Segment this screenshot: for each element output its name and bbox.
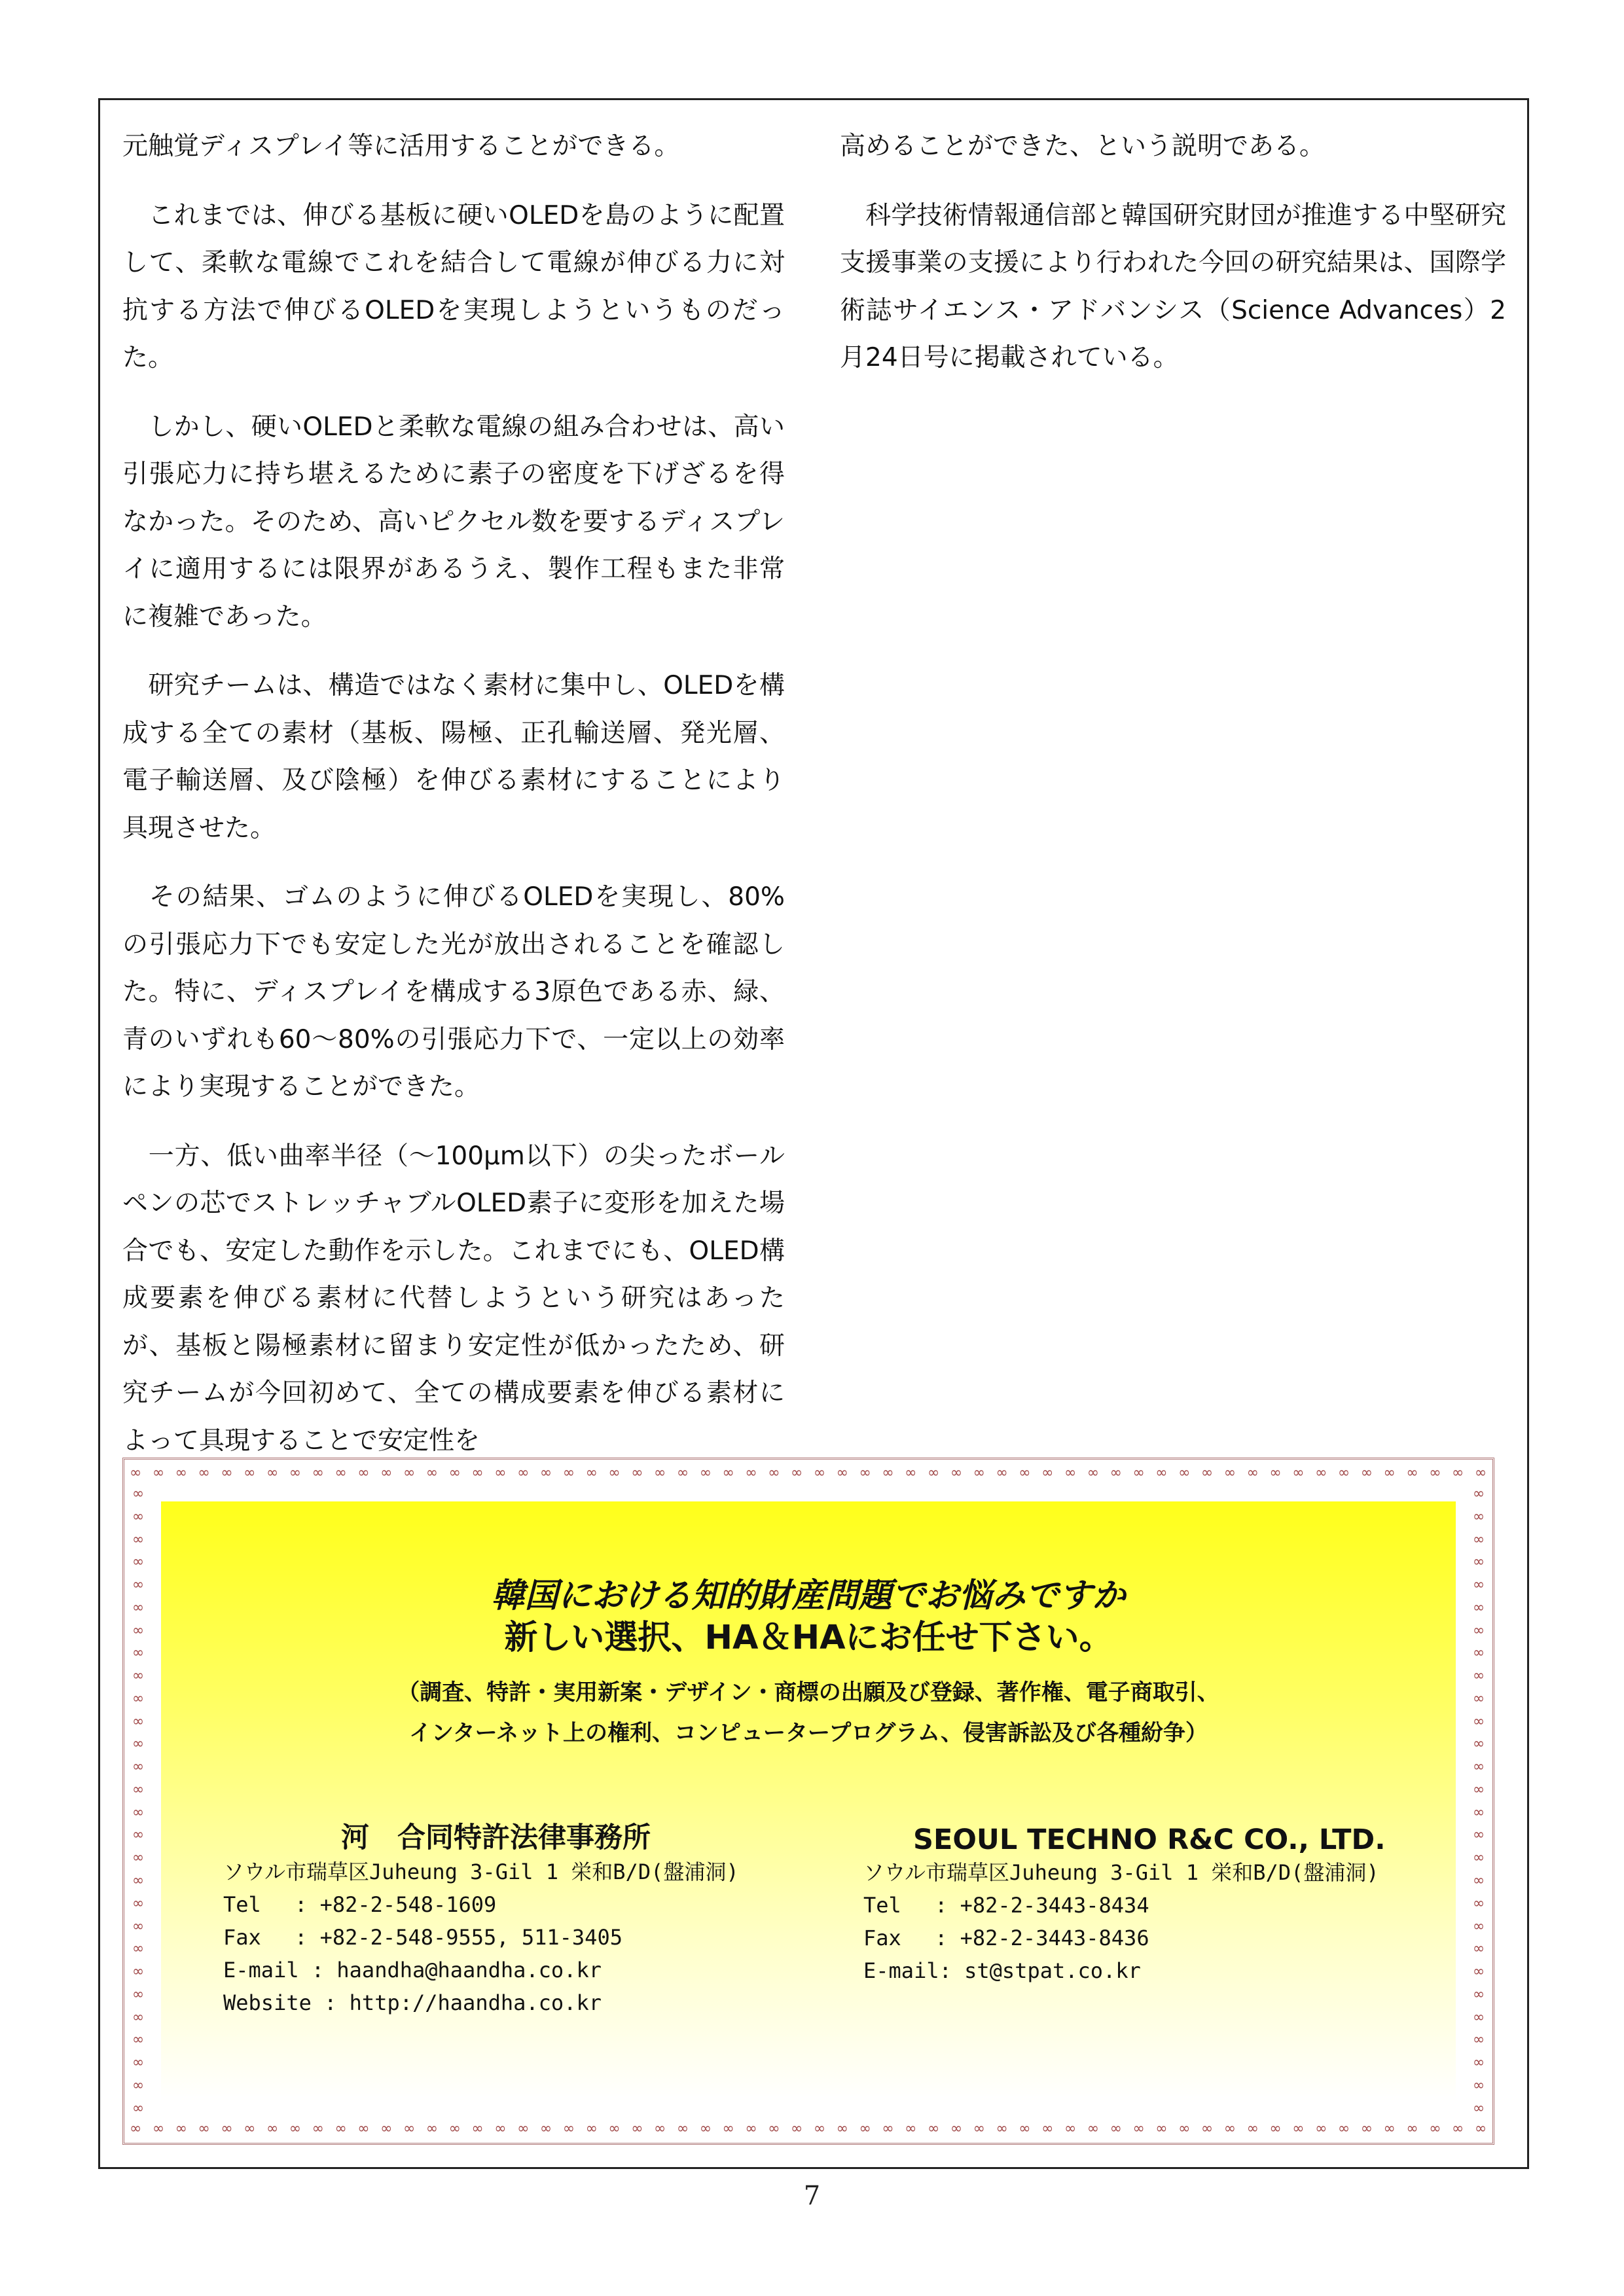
- firm-name: 河 合同特許法律事務所: [341, 1821, 651, 1854]
- ad-services-line-2: インターネット上の権利、コンピュータープログラム、侵害訴訟及び各種紛争）: [409, 1720, 1208, 1746]
- article-paragraph: 科学技術情報通信部と韓国研究財団が推進する中堅研究支援事業の支援により行われた今回の研究結果は、国際学術誌サイエンス・アドバンシス（Science Advances）2月24日号に掲載されている。: [840, 200, 1506, 372]
- advertisement-panel: [161, 1501, 1456, 2101]
- firm-left-contact: [223, 1816, 812, 2019]
- firm-email[interactable]: E-mail : haandha@haandha.co.kr: [223, 1958, 602, 1982]
- article-paragraph: 研究チームは、構造ではなく素材に集中し、OLEDを構成する全ての素材（基板、陽極、正孔輸送層、発光層、電子輸送層、及び陰極）を伸びる素材にすることにより具現させた。: [122, 671, 785, 843]
- article-right-column: [840, 123, 1506, 404]
- firm-fax: Fax : +82-2-548-9555, 511-3405: [223, 1925, 623, 1950]
- firm-name: SEOUL TECHNO R&C CO., LTD.: [913, 1823, 1386, 1856]
- ornament-border-top: ∞ ∞ ∞ ∞ ∞ ∞ ∞ ∞ ∞ ∞ ∞ ∞ ∞ ∞ ∞ ∞ ∞ ∞ ∞ ∞ ∞ ∞ ∞ ∞ ∞ ∞ ∞ ∞ ∞ ∞ ∞ ∞ ∞ ∞ ∞ ∞ ∞ ∞ ∞ ∞ ∞ ∞ ∞ ∞ ∞ ∞ ∞ ∞ ∞ ∞ ∞ ∞ ∞ ∞ ∞ ∞ ∞ ∞ ∞ ∞: [130, 1465, 1487, 1481]
- ornament-border-right: ∞ ∞ ∞ ∞ ∞ ∞ ∞ ∞ ∞ ∞ ∞ ∞ ∞ ∞ ∞ ∞ ∞ ∞ ∞ ∞ ∞ ∞ ∞ ∞ ∞ ∞ ∞ ∞: [1472, 1486, 1485, 2117]
- page-number: 7: [803, 2181, 821, 2211]
- article-paragraph: 高めることができた、という説明である。: [840, 132, 1326, 161]
- ad-headline: 韓国における知的財産問題でお悩みですか: [491, 1577, 1126, 1615]
- article-left-column: [122, 123, 785, 1486]
- firm-tel: Tel : +82-2-548-1609: [223, 1892, 497, 1917]
- firm-tel: Tel : +82-2-3443-8434: [863, 1893, 1149, 1918]
- firm-website[interactable]: Website : http://haandha.co.kr: [223, 1990, 602, 2015]
- article-paragraph: 一方、低い曲率半径（～100μm以下）の尖ったボールペンの芯でストレッチャブルOLED素子に変形を加えた場合でも、安定した動作を示した。これまでにも、OLED構成要素を伸びる素材に代替しようという研究はあったが、基板と陽極素材に留まり安定性が低かったため、研究チームが今回初めて、全ての構成要素を伸びる素材によって具現することで安定性を: [122, 1141, 785, 1456]
- firm-right-contact: [863, 1823, 1453, 1987]
- firm-address: ソウル市瑞草区Juheung 3-Gil 1 栄和B/D(盤浦洞): [863, 1860, 1379, 1885]
- advertisement-box: [122, 1458, 1494, 2145]
- firm-fax: Fax : +82-2-3443-8436: [863, 1926, 1149, 1950]
- ad-services-line-1: （調査、特許・実用新案・デザイン・商標の出願及び登録、著作権、電子商取引、: [397, 1679, 1219, 1706]
- firm-address: ソウル市瑞草区Juheung 3-Gil 1 栄和B/D(盤浦洞): [223, 1859, 739, 1884]
- article-paragraph: これまでは、伸びる基板に硬いOLEDを島のように配置して、柔軟な電線でこれを結合して電線が伸びる力に対抗する方法で伸びるOLEDを実現しようというものだった。: [122, 200, 785, 372]
- ornament-border-bottom: ∞ ∞ ∞ ∞ ∞ ∞ ∞ ∞ ∞ ∞ ∞ ∞ ∞ ∞ ∞ ∞ ∞ ∞ ∞ ∞ ∞ ∞ ∞ ∞ ∞ ∞ ∞ ∞ ∞ ∞ ∞ ∞ ∞ ∞ ∞ ∞ ∞ ∞ ∞ ∞ ∞ ∞ ∞ ∞ ∞ ∞ ∞ ∞ ∞ ∞ ∞ ∞ ∞ ∞ ∞ ∞ ∞ ∞ ∞ ∞: [130, 2121, 1487, 2137]
- firm-email[interactable]: E-mail: st@stpat.co.kr: [863, 1958, 1141, 1983]
- ornament-border-left: ∞ ∞ ∞ ∞ ∞ ∞ ∞ ∞ ∞ ∞ ∞ ∞ ∞ ∞ ∞ ∞ ∞ ∞ ∞ ∞ ∞ ∞ ∞ ∞ ∞ ∞ ∞ ∞: [132, 1486, 145, 2117]
- article-paragraph: その結果、ゴムのように伸びるOLEDを実現し、80%の引張応力下でも安定した光が放出されることを確認した。特に、ディスプレイを構成する3原色である赤、緑、青のいずれも60～80%の引張応力下で、一定以上の効率により実現することができた。: [122, 882, 785, 1102]
- ad-subheadline: 新しい選択、HA＆HAにお任せ下さい。: [504, 1619, 1113, 1657]
- article-paragraph: しかし、硬いOLEDと柔軟な電線の組み合わせは、高い引張応力に持ち堪えるために素子の密度を下げざるを得なかった。そのため、高いピクセル数を要するディスプレイに適用するには限界があるうえ、製作工程もまた非常に複雑であった。: [122, 412, 785, 632]
- article-paragraph: 元触覚ディスプレイ等に活用することができる。: [122, 132, 680, 161]
